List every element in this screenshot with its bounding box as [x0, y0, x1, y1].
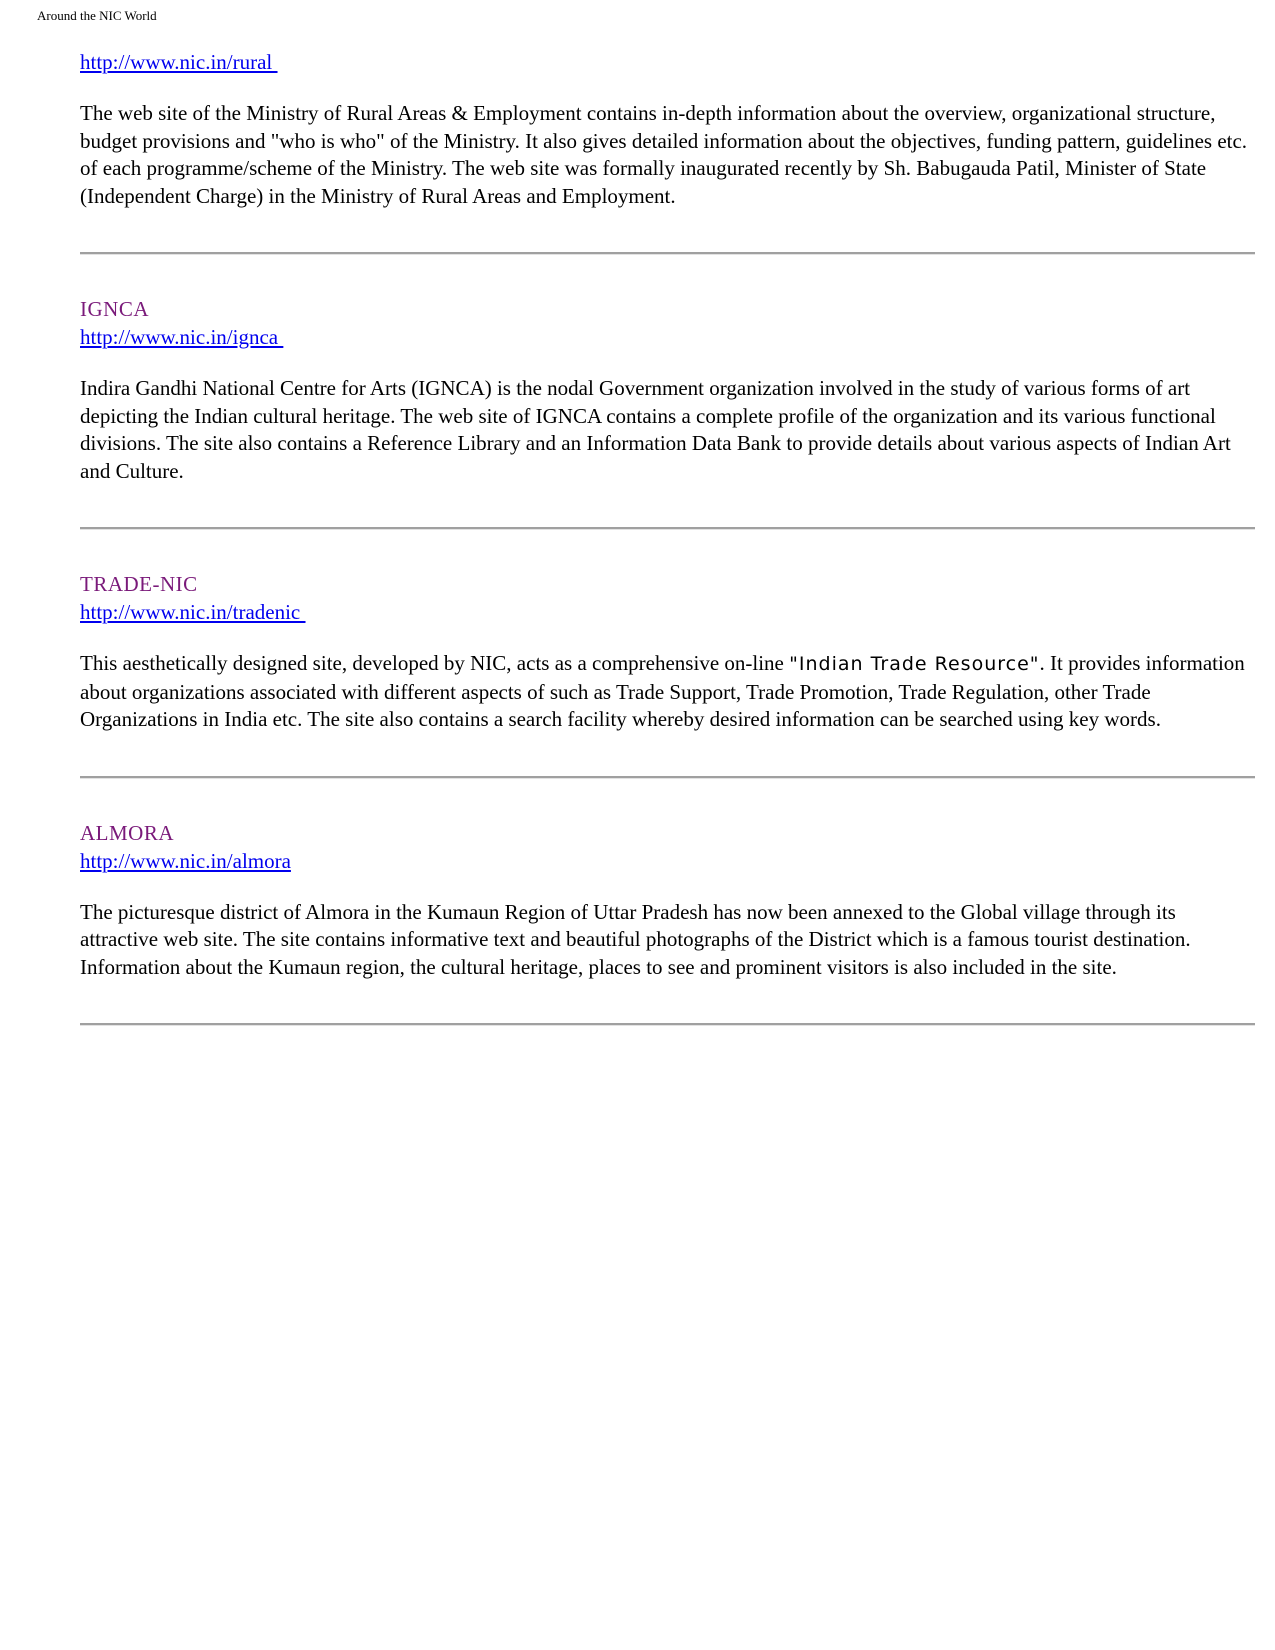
- tradenic-description: [80, 650, 1255, 734]
- section-rural: [80, 48, 1255, 210]
- rural-link[interactable]: http://www.nic.in/rural: [80, 50, 278, 74]
- tradenic-description-end: . It provides information about organizations associated with different aspects of such as Trade Support, Trade Promotion, Trade Regulation, other Trade Organizations in India etc. The site also contains a search facility whereby desired information can be searched using key words.: [80, 651, 1245, 731]
- section-divider: [80, 1023, 1255, 1026]
- almora-description: The picturesque district of Almora in the Kumaun Region of Uttar Pradesh has now been annexed to the Global village through its attractive web site. The site contains informative text and beautiful photographs of the District which is a famous tourist destination. Information about the Kumaun region, the cultural heritage, places to see and prominent visitors is also included in the site.: [80, 899, 1191, 979]
- ignca-title: IGNCA: [80, 297, 149, 321]
- ignca-link[interactable]: http://www.nic.in/ignca: [80, 325, 284, 349]
- section-tradenic: [80, 570, 1255, 734]
- tradenic-description-start: This aesthetically designed site, developed by NIC, acts as a comprehensive on-line: [80, 651, 790, 675]
- ignca-description: Indira Gandhi National Centre for Arts (IGNCA) is the nodal Government organization involved in the study of various forms of art depicting the Indian cultural heritage. The web site of IGNCA contains a complete profile of the organization and its various functional divisions. The site also contains a Reference Library and an Information Data Bank to provide details about various aspects of Indian Art and Culture.: [80, 376, 1231, 483]
- running-header: Around the NIC World: [37, 8, 157, 23]
- almora-link[interactable]: http://www.nic.in/almora: [80, 848, 291, 873]
- tradenic-quoted-name: "Indian Trade Resource": [789, 653, 1040, 675]
- section-almora: [80, 819, 1255, 982]
- tradenic-link[interactable]: http://www.nic.in/tradenic: [80, 600, 306, 624]
- almora-title: ALMORA: [80, 820, 175, 845]
- section-divider: [80, 776, 1255, 779]
- tradenic-title: TRADE-NIC: [80, 572, 198, 596]
- rural-description: The web site of the Ministry of Rural Areas & Employment contains in-depth information about the overview, organizational structure, budget provisions and "who is who" of the Ministry. It also gives detailed information about the objectives, funding pattern, guidelines etc. of each programme/scheme of the Ministry. The web site was formally inaugurated recently by Sh. Babugauda Patil, Minister of State (Independent Charge) in the Ministry of Rural Areas and Employment.: [80, 101, 1248, 208]
- section-divider: [80, 252, 1255, 255]
- section-ignca: [80, 295, 1255, 485]
- page-content: [80, 48, 1255, 1066]
- section-divider: [80, 527, 1255, 530]
